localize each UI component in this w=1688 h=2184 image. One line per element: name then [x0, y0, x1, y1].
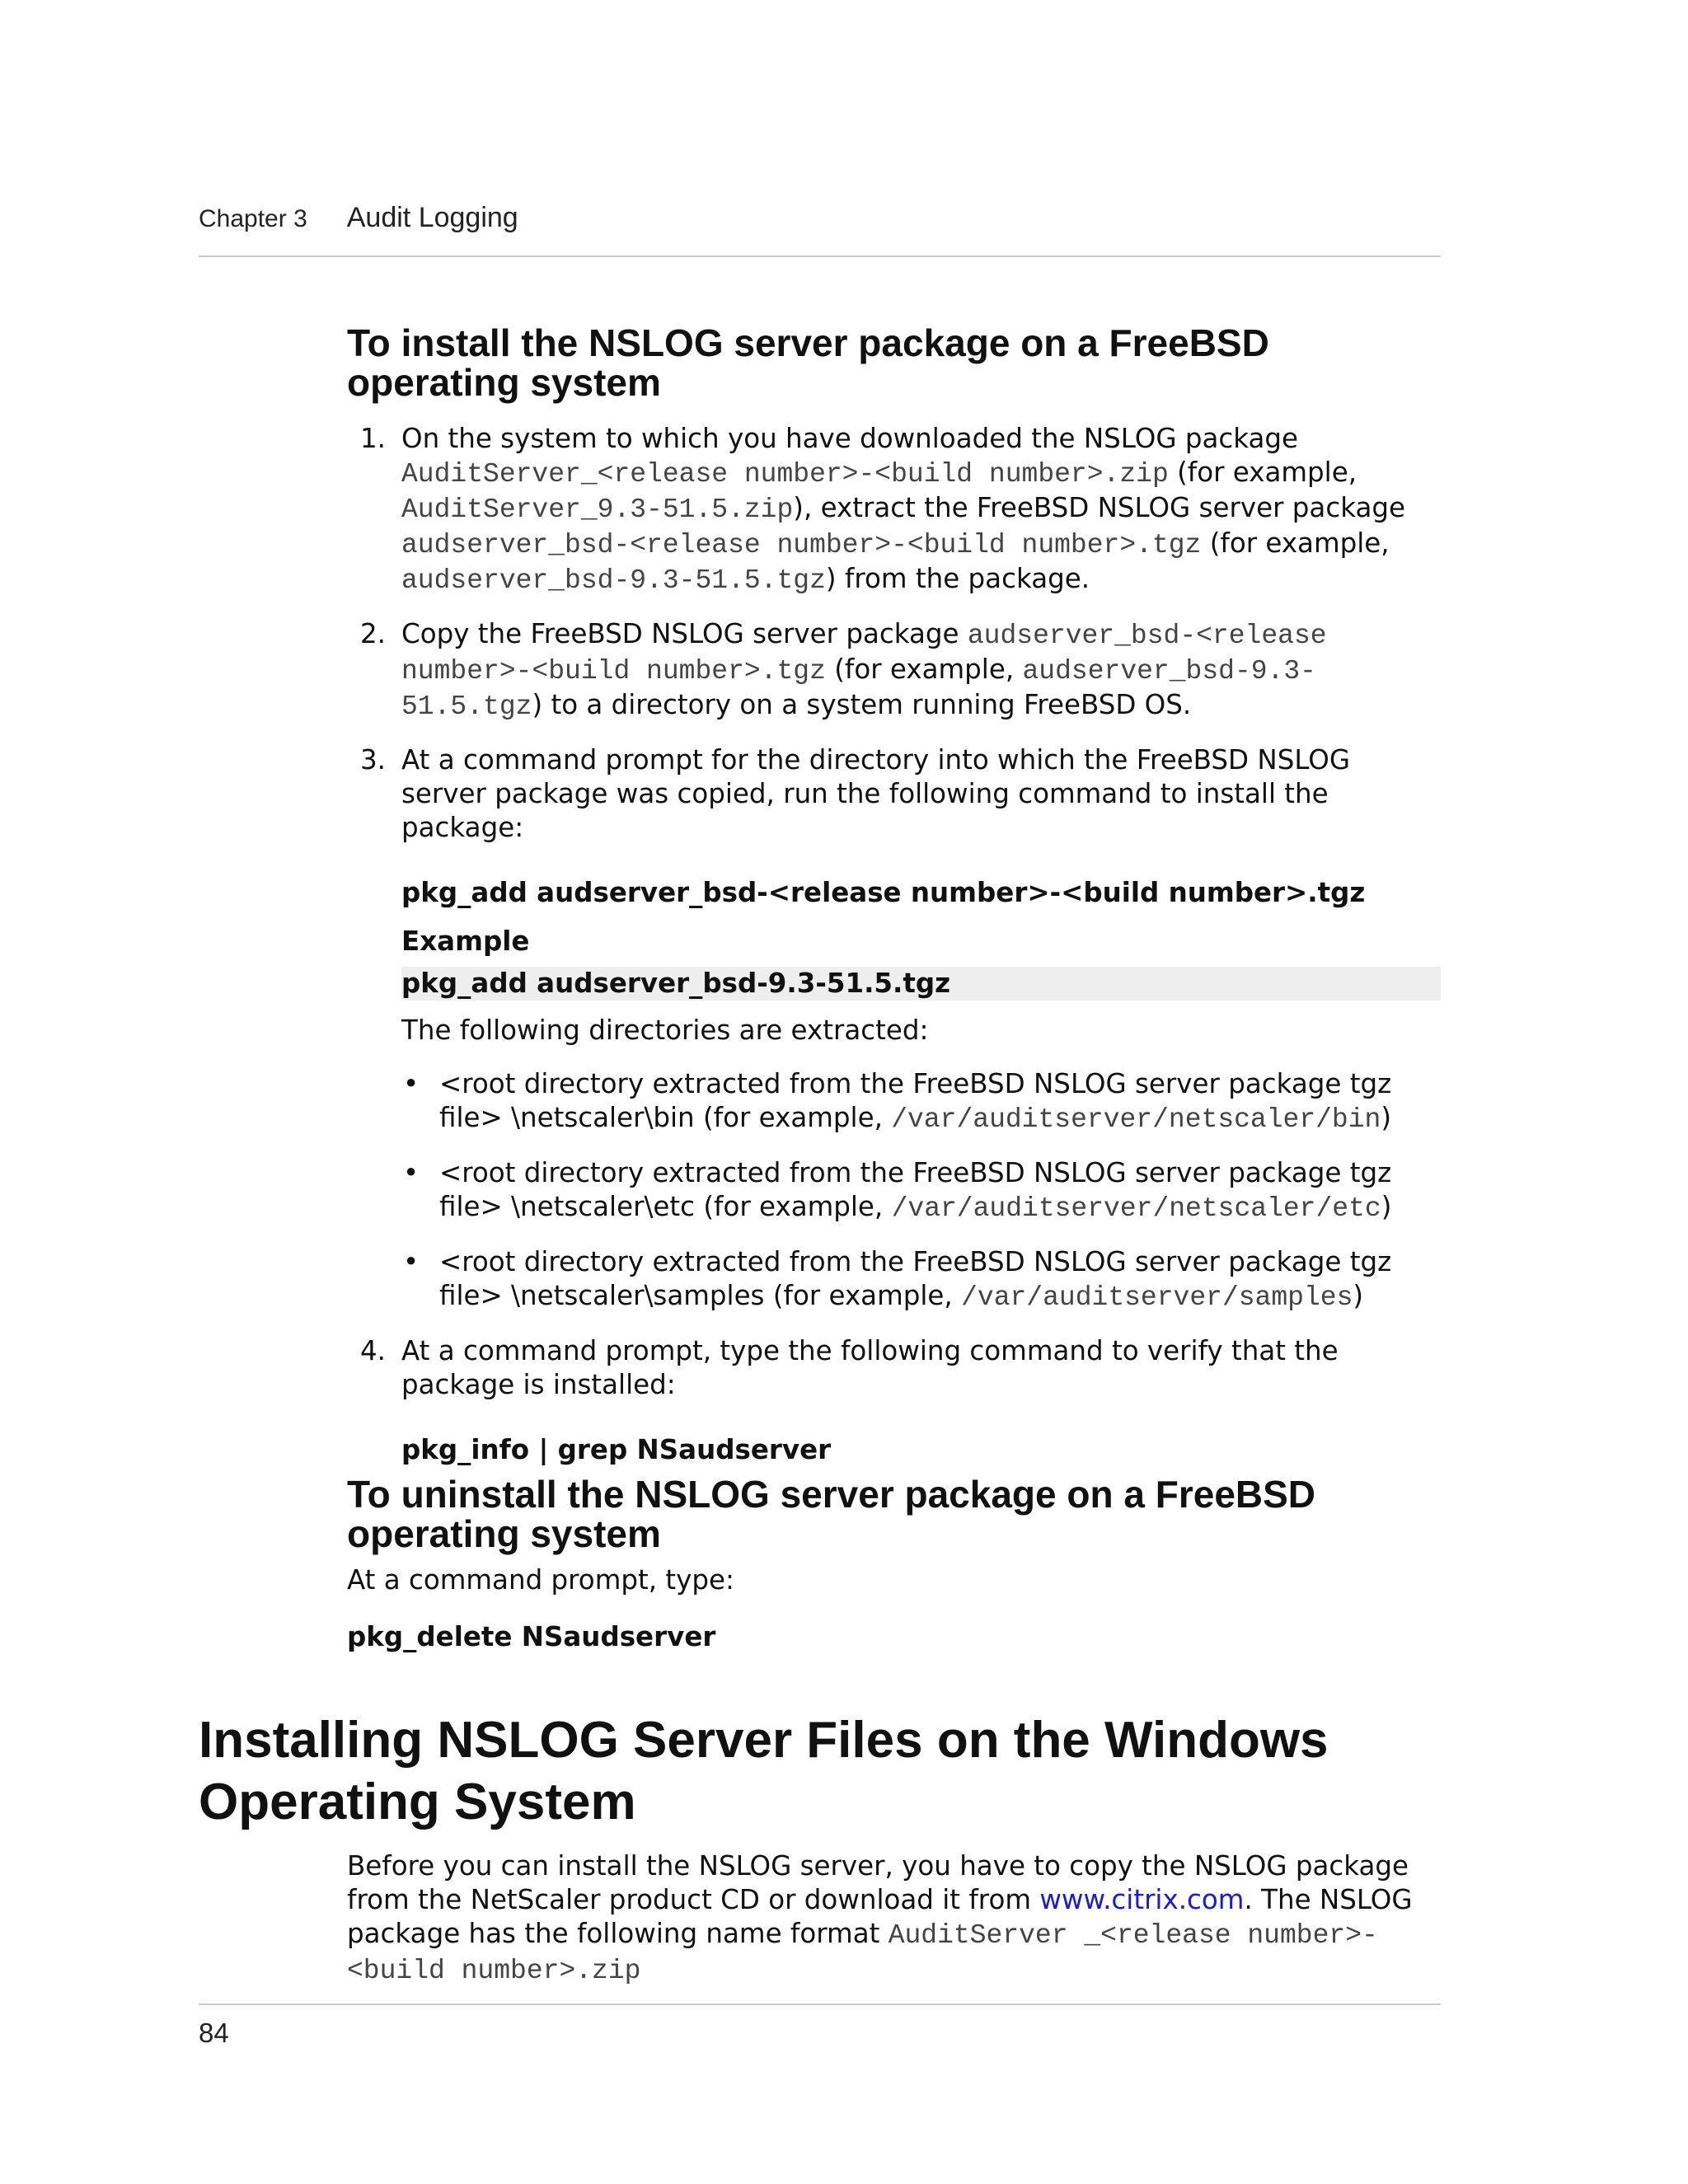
windows-section-heading: Installing NSLOG Server Files on the Windows Operating System [199, 1712, 1329, 1830]
code-inline: audserver_bsd-<release number>-<build number>.tgz [401, 530, 1202, 560]
code-inline: /var/auditserver/netscaler/bin [891, 1104, 1381, 1135]
uninstall-command: pkg_delete NSaudserver [347, 1621, 716, 1652]
install-freebsd-heading: To install the NSLOG server package on a FreeBSD operating system [347, 321, 1269, 404]
step-text: On the system to which you have downloaded the NSLOG package [401, 423, 1299, 454]
list-item [401, 1156, 1441, 1226]
step-number: 3. [360, 744, 387, 776]
verify-command: pkg_info | grep NSaudserver [401, 1434, 832, 1465]
list-item [401, 1067, 1441, 1137]
extracted-directories-list [401, 1067, 1441, 1315]
page-number: 84 [199, 2018, 229, 2048]
chapter-label: Chapter 3 [199, 205, 307, 232]
step-number: 1. [360, 423, 387, 454]
header-rule [199, 255, 1441, 257]
windows-section-body [347, 1849, 1441, 1988]
step-text: ), extract the FreeBSD NSLOG server package [793, 492, 1405, 523]
bullet-text: <root directory extracted from the FreeBSD NSLOG server package tgz file> \netscaler\samples (for example, [439, 1246, 1392, 1311]
install-freebsd-section [347, 323, 1441, 1467]
list-item [401, 1245, 1441, 1315]
step-number: 2. [360, 618, 387, 649]
step-text: (for example, [1209, 527, 1390, 559]
install-steps [347, 422, 1441, 1467]
bullet-close: ) [1381, 1191, 1392, 1222]
bullet-icon: • [403, 1246, 420, 1277]
code-inline: /var/auditserver/netscaler/etc [891, 1193, 1381, 1224]
step-text: (for example, [834, 654, 1015, 685]
running-header [199, 202, 518, 234]
bullet-close: ) [1381, 1102, 1392, 1133]
uninstall-text: At a command prompt, type: [347, 1564, 734, 1596]
bullet-text: <root directory extracted from the FreeBSD NSLOG server package tgz file> \netscaler\etc (for example, [439, 1157, 1392, 1222]
step-text: At a command prompt, type the following command to verify that the package is installed: [401, 1335, 1339, 1400]
step-number: 4. [360, 1335, 387, 1366]
bullet-text: <root directory extracted from the FreeBSD NSLOG server package tgz file> \netscaler\bin (for example, [439, 1068, 1392, 1133]
step-2 [347, 617, 1441, 724]
step-text: (for example, [1177, 457, 1357, 488]
bullet-icon: • [403, 1157, 420, 1188]
install-command: pkg_add audserver_bsd-<release number>-<build number>.tgz [401, 877, 1366, 908]
bullet-icon: • [403, 1068, 420, 1099]
windows-paragraph-text: Before you can install the NSLOG server, you have to copy the NSLOG package from the NetScaler product CD or download it from [347, 1850, 1409, 1915]
code-inline: /var/auditserver/samples [961, 1282, 1353, 1313]
step-text: ) from the package. [825, 563, 1090, 594]
citrix-link[interactable]: www.citrix.com [1039, 1884, 1245, 1915]
code-inline: AuditServer_9.3-51.5.zip [401, 494, 794, 525]
example-label: Example [401, 926, 530, 957]
step-text: ) to a directory on a system running FreeBSD OS. [532, 689, 1192, 720]
uninstall-freebsd-section [347, 1474, 1441, 1654]
bullet-close: ) [1353, 1280, 1364, 1311]
code-inline: AuditServer_<release number>-<build number>.zip [401, 459, 1169, 490]
step-text: Copy the FreeBSD NSLOG server package [401, 618, 959, 649]
uninstall-freebsd-heading: To uninstall the NSLOG server package on a FreeBSD operating system [347, 1473, 1316, 1555]
step-4 [347, 1334, 1441, 1467]
code-inline: audserver_bsd-9.3-51.5.tgz [401, 656, 1316, 722]
extracted-intro: The following directories are extracted: [401, 1015, 929, 1046]
footer-rule [199, 2004, 1441, 2005]
chapter-title: Audit Logging [346, 202, 518, 233]
code-inline: AuditServer _<release number>-<build number>.zip [347, 1920, 1378, 1986]
step-1 [347, 422, 1441, 598]
windows-paragraph-text: . The NSLOG package has the following name format [347, 1884, 1413, 1949]
example-code-block: pkg_add audserver_bsd-9.3-51.5.tgz [401, 967, 1441, 1001]
code-inline: audserver_bsd-<release number>-<build number>.tgz [401, 621, 1327, 687]
step-text: At a command prompt for the directory into which the FreeBSD NSLOG server package was copied, run the following command to install the package: [401, 744, 1351, 843]
step-3 [347, 743, 1441, 1315]
code-inline: audserver_bsd-9.3-51.5.tgz [401, 565, 826, 596]
